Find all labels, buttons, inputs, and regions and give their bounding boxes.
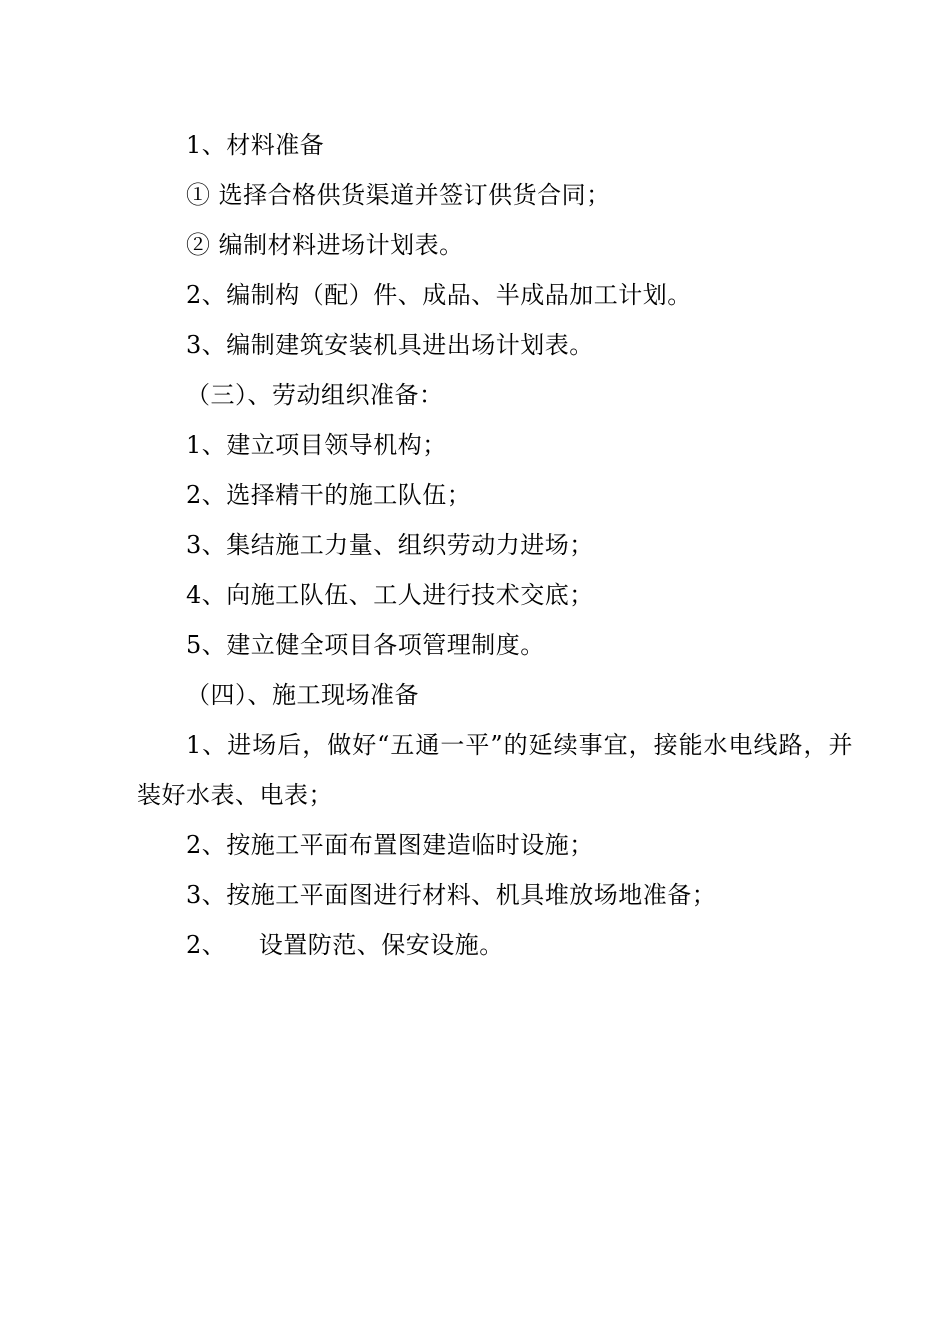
paragraph-management-system: 5、建立健全项目各项管理制度。: [186, 631, 545, 659]
section-heading-labor: （三）、劳动组织准备：: [186, 381, 444, 409]
paragraph-component-plan: 2、编制构（配）件、成品、半成品加工计划。: [186, 281, 692, 309]
paragraph-materials-heading: 1、材料准备: [186, 131, 325, 159]
paragraph-temporary-facilities: 2、按施工平面布置图建造临时设施；: [186, 831, 594, 859]
paragraph-material-plan: ② 编制材料进场计划表。: [186, 231, 464, 259]
paragraph-site-utilities: 1、进场后，做好“五通一平”的延续事宜，接能水电线路，并装好水表、电表；: [137, 731, 853, 809]
paragraph-storage-area: 3、按施工平面图进行材料、机具堆放场地准备；: [186, 881, 717, 909]
paragraph-machinery-plan: 3、编制建筑安装机具进出场计划表。: [186, 331, 594, 359]
paragraph-technical-briefing: 4、向施工队伍、工人进行技术交底；: [186, 581, 594, 609]
section-heading-site: （四）、施工现场准备: [186, 681, 419, 709]
document-body: [137, 120, 853, 970]
paragraph-team-selection: 2、选择精干的施工队伍；: [186, 481, 472, 509]
paragraph-leadership: 1、建立项目领导机构；: [186, 431, 447, 459]
paragraph-supply-channel: ① 选择合格供货渠道并签订供货合同；: [186, 181, 611, 209]
paragraph-security-facilities: 2、 设置防范、保安设施。: [186, 931, 504, 959]
paragraph-labor-mobilization: 3、集结施工力量、组织劳动力进场；: [186, 531, 594, 559]
